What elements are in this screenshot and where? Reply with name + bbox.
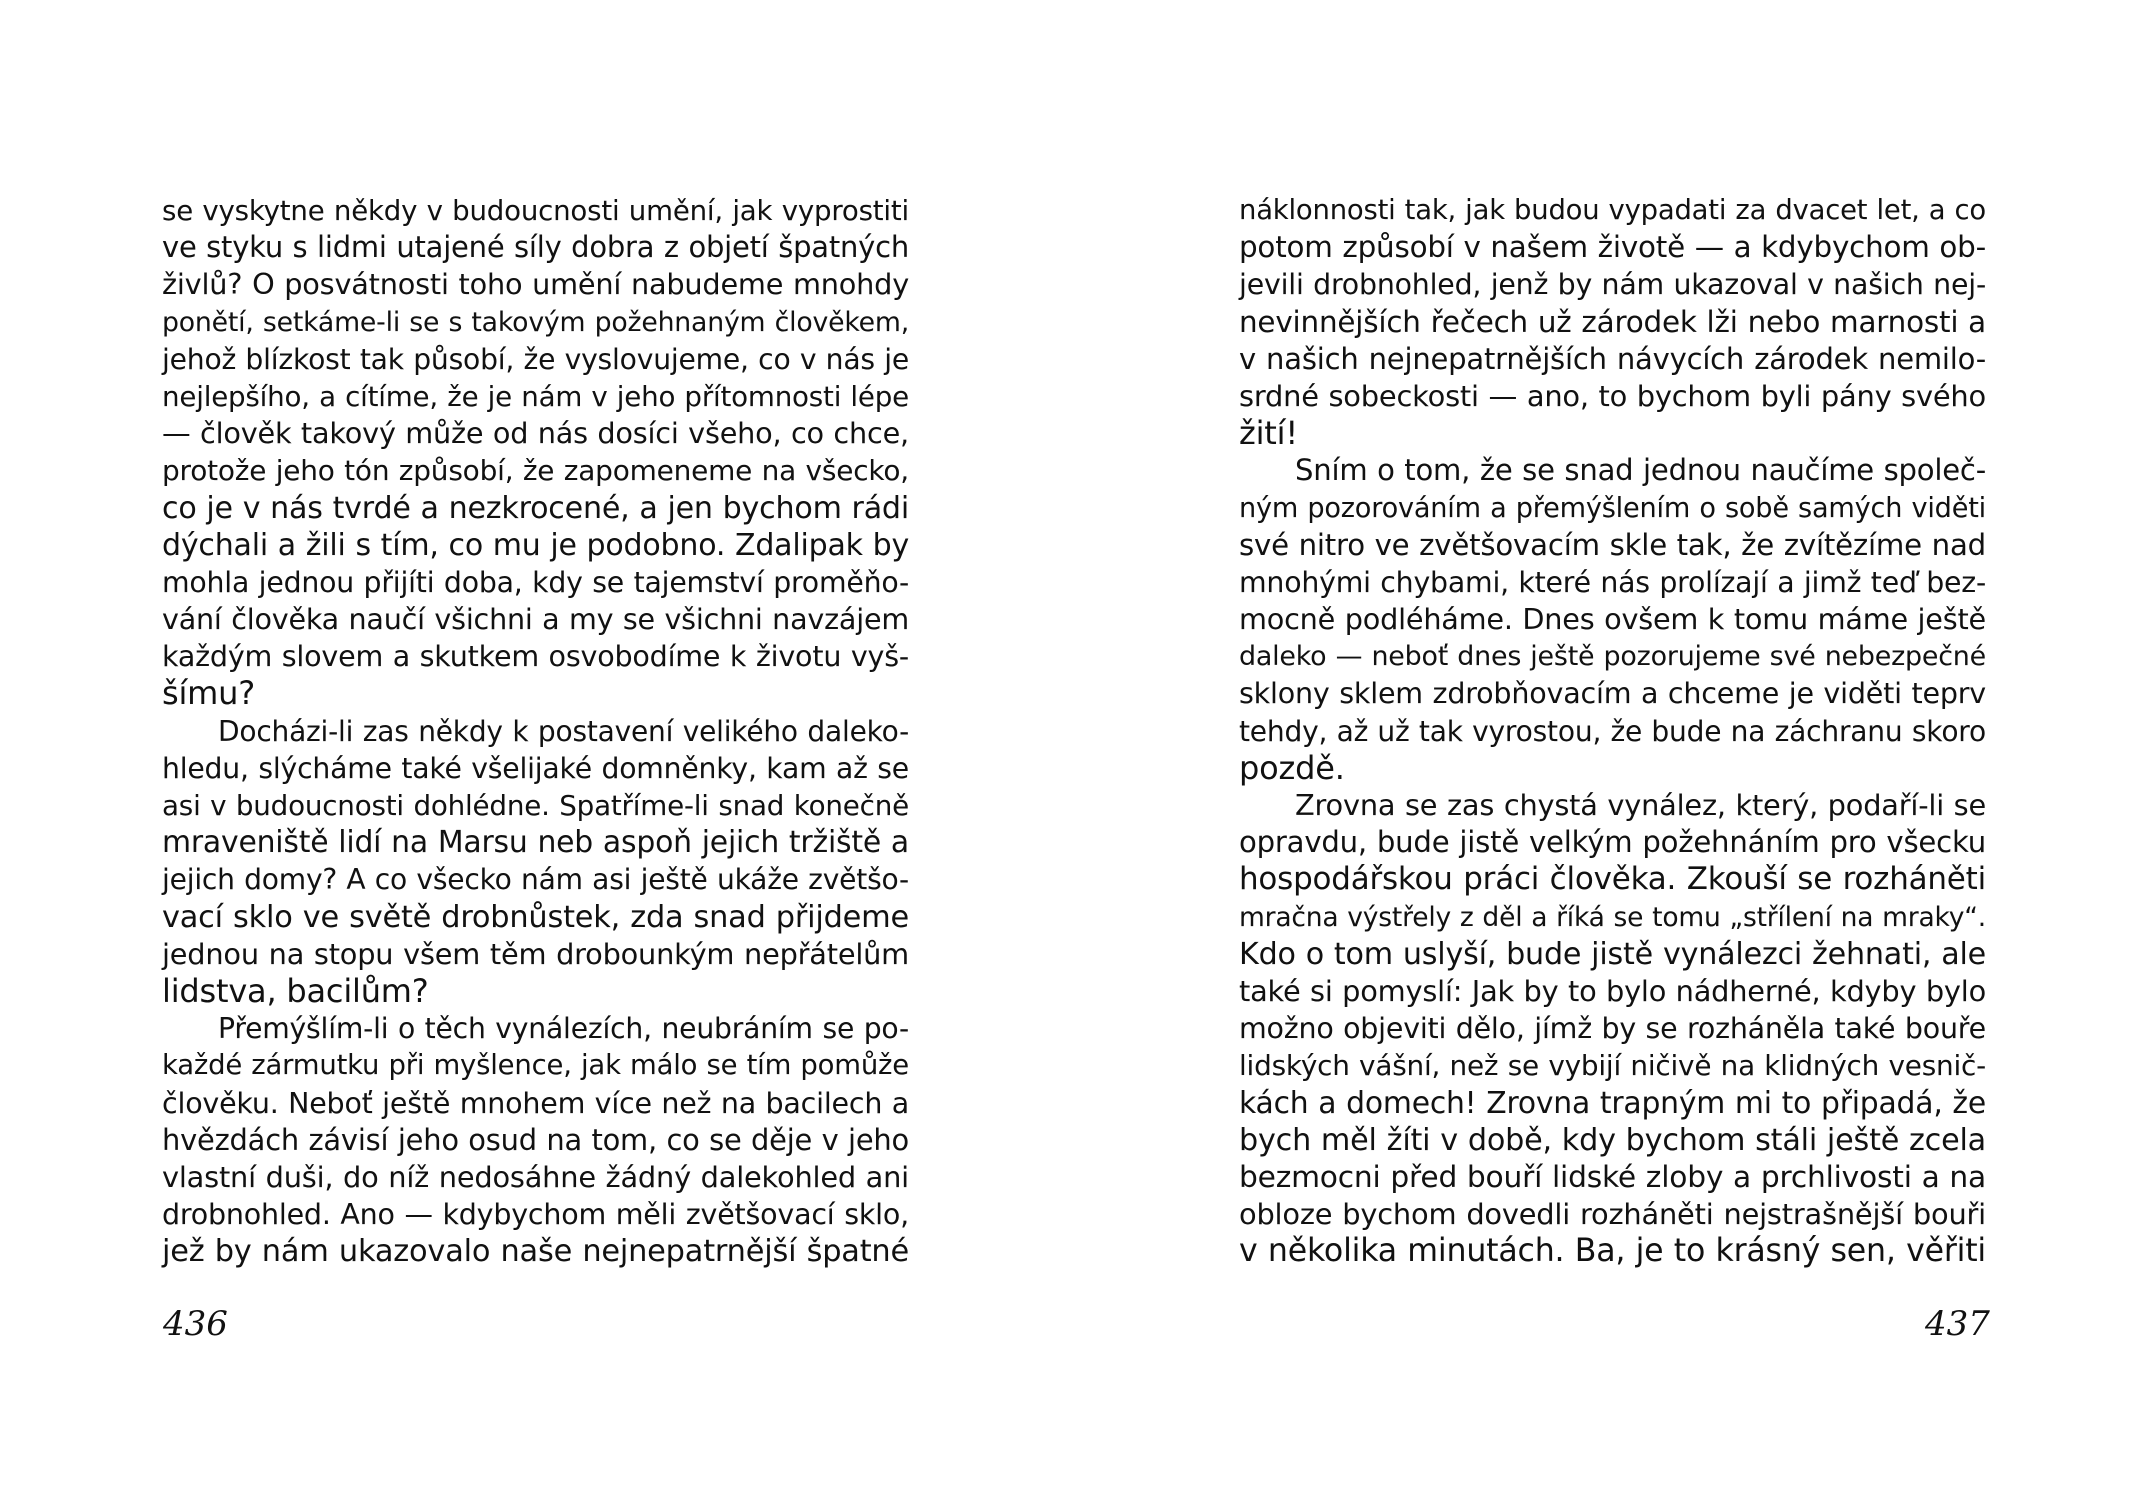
text-line: nejlepšího, a cítíme, že je nám v jeho přítomnosti lépe [162, 379, 909, 413]
text-line: se vyskytne někdy v budoucnosti umění, jak vyprostiti [162, 194, 909, 227]
paragraph-start-line: Docházi-li zas někdy k postavení velikého daleko- [218, 714, 909, 748]
text-line: vlastní duši, do níž nedosáhne žádný dalekohled ani [162, 1159, 909, 1194]
text-line: mraveniště lidí na Marsu neb aspoň jejich tržiště a [162, 825, 909, 861]
text-line: daleko — neboť dnes ještě pozorujeme své nebezpečné [1239, 641, 1986, 673]
text-line: co je v nás tvrdé a nezkrocené, a jen bychom rádi [162, 490, 909, 526]
text-line: živlů? O posvátnosti toho umění nabudeme mnohdy [162, 267, 909, 302]
text-line: také si pomyslí: Jak by to bylo nádherné, kdyby bylo [1239, 973, 1986, 1008]
text-line: mnohými chybami, které nás prolízají a jimž teď bez- [1239, 565, 1986, 599]
text-line: mocně podléháme. Dnes ovšem k tomu máme ještě [1239, 602, 1986, 637]
text-line: Kdo o tom uslyší, bude jistě vynálezci žehnati, ale [1239, 936, 1986, 972]
text-line: šímu? [162, 674, 256, 713]
text-line: — člověk takový může od nás dosíci všeho, co chce, [162, 416, 909, 451]
text-line: bezmocni před bouří lidské zloby a prchlivosti a na [1239, 1159, 1986, 1195]
text-line: protože jeho tón způsobí, že zapomeneme na všecko, [162, 454, 909, 488]
text-line: své nitro ve zvětšovacím skle tak, že zvítězíme nad [1239, 527, 1986, 562]
text-line: jevili drobnohled, jenž by nám ukazoval v našich nej- [1239, 268, 1986, 302]
right-page [1069, 0, 2138, 1500]
text-line: jejich domy? A co všecko nám asi ještě ukáže zvětšo- [162, 863, 909, 897]
text-line: potom způsobí v našem životě — a kdybychom ob- [1239, 230, 1986, 265]
paragraph-start-line: Přemýšlím-li o těch vynálezích, neubráním se po- [218, 1012, 909, 1046]
text-line: mračna výstřely z děl a říká se tomu „střílení na mraky“. [1239, 901, 1986, 933]
text-line: vací sklo ve světě drobnůstek, zda snad přijdeme [162, 899, 909, 935]
text-line: drobnohled. Ano — kdybychom měli zvětšovací sklo, [162, 1198, 909, 1232]
text-line: jež by nám ukazovalo naše nejnepatrnější špatné [162, 1234, 909, 1270]
text-line: asi v budoucnosti dohlédne. Spatříme-li snad konečně [162, 789, 909, 822]
text-line: žití! [1239, 414, 1298, 453]
right-page-text [1239, 192, 1986, 1270]
text-line: jehož blízkost tak působí, že vyslovujeme, co v nás je [162, 342, 909, 376]
text-line: tehdy, až už tak vyrostou, že bude na záchranu skoro [1239, 714, 1986, 748]
text-line: nevinnějších řečech už zárodek lži nebo marnosti a [1239, 304, 1986, 339]
page-number: 437 [1925, 1304, 1990, 1344]
text-line: bych měl žíti v době, kdy bychom stáli ještě zcela [1239, 1122, 1986, 1158]
text-line: mohla jednou přijíti doba, kdy se tajemství proměňo- [162, 565, 909, 599]
paragraph-start-line: Zrovna se zas chystá vynález, který, podaří-li se [1295, 788, 1986, 822]
text-line: obloze bychom dovedli rozháněti nejstrašnější bouři [1239, 1197, 1986, 1232]
text-line: opravdu, bude jistě velkým požehnáním pro všecku [1239, 825, 1986, 860]
paragraph-start-line: Sním o tom, že se snad jednou naučíme společ- [1295, 453, 1986, 488]
text-line: kách a domech! Zrovna trapným mi to připadá, že [1239, 1085, 1986, 1121]
text-line: lidstva, bacilům? [162, 971, 429, 1010]
text-line: lidských vášní, než se vybijí ničivě na klidných vesnič- [1239, 1049, 1986, 1083]
text-line: srdné sobeckosti — ano, to bychom byli pány svého [1239, 378, 1986, 413]
text-line: pozdě. [1239, 748, 1345, 787]
text-line: sklony sklem zdrobňovacím a chceme je viděti teprv [1239, 676, 1986, 711]
text-line: vání člověka naučí všichni a my se všichni navzájem [162, 602, 909, 637]
text-line: jednou na stopu všem těm drobounkým nepřátelům [162, 936, 909, 971]
text-line: náklonnosti tak, jak budou vypadati za dvacet let, a co [1239, 195, 1986, 226]
text-line: hvězdách závisí jeho osud na tom, co se děje v jeho [162, 1122, 909, 1157]
text-line: člověku. Neboť ještě mnohem více než na bacilech a [162, 1086, 909, 1120]
text-line: dýchali a žili s tím, co mu je podobno. Zdalipak by [162, 527, 909, 563]
text-line: v našich nejnepatrnějších návycích zárodek nemilo- [1239, 341, 1986, 376]
text-line: hledu, slýcháme také všelijaké domněnky, kam až se [162, 751, 909, 785]
text-line: možno objeviti dělo, jímž by se rozháněla také bouře [1239, 1012, 1986, 1046]
page-number: 436 [163, 1304, 228, 1344]
text-line: ným pozorováním a přemýšlením o sobě samých viděti [1239, 492, 1986, 524]
text-line: ponětí, setkáme-li se s takovým požehnaným člověkem, [162, 306, 909, 338]
text-line: ve styku s lidmi utajené síly dobra z objetí špatných [162, 230, 909, 265]
text-line: každým slovem a skutkem osvobodíme k životu vyš- [162, 639, 909, 674]
text-line: hospodářskou práci člověka. Zkouší se rozháněti [1239, 861, 1986, 898]
text-line: v několika minutách. Ba, je to krásný sen, věřiti [1239, 1233, 1986, 1270]
text-line: každé zármutku při myšlence, jak málo se tím pomůže [162, 1049, 909, 1082]
left-page-text [162, 192, 909, 1270]
